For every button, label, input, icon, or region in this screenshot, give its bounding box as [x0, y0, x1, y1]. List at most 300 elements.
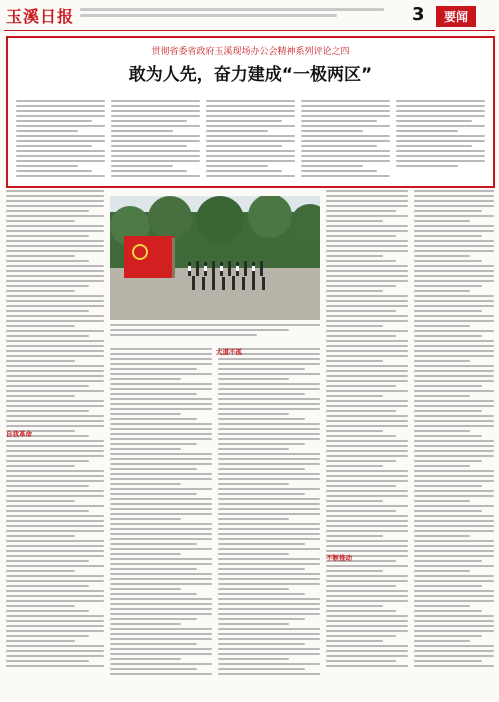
text-line [414, 380, 494, 382]
text-line [218, 398, 320, 400]
text-line [111, 165, 173, 167]
text-line [326, 395, 383, 397]
text-line [111, 125, 200, 127]
text-column [110, 348, 212, 696]
text-line [414, 425, 494, 427]
text-line [6, 635, 89, 637]
text-line [326, 575, 408, 577]
text-line [326, 570, 383, 572]
text-line [110, 483, 181, 485]
text-line [326, 345, 408, 347]
text-line [6, 365, 104, 367]
text-line [301, 155, 390, 157]
text-line [218, 443, 305, 445]
text-line [16, 105, 105, 107]
text-line [218, 453, 320, 455]
text-line [206, 170, 282, 172]
text-line [326, 660, 396, 662]
text-line [218, 463, 320, 465]
text-line [110, 393, 197, 395]
text-line [218, 438, 320, 440]
text-line [326, 325, 383, 327]
text-line [326, 420, 408, 422]
text-line [326, 565, 408, 567]
text-line [6, 595, 104, 597]
text-line [6, 240, 104, 242]
dateline [80, 5, 410, 25]
text-line [6, 380, 104, 382]
text-line [218, 533, 320, 535]
text-line [414, 495, 494, 497]
text-line [218, 483, 289, 485]
text-line [6, 575, 104, 577]
text-line [110, 508, 212, 510]
text-line [414, 375, 494, 377]
text-line [110, 623, 181, 625]
text-line [6, 400, 104, 402]
text-line [110, 413, 181, 415]
text-line [6, 535, 75, 537]
text-line [414, 475, 494, 477]
text-line [218, 428, 320, 430]
text-line [326, 625, 408, 627]
text-line [326, 550, 408, 552]
text-line [414, 505, 494, 507]
text-line [326, 595, 408, 597]
text-line [111, 105, 200, 107]
text-line [110, 608, 212, 610]
text-line [110, 658, 181, 660]
text-line [414, 365, 494, 367]
text-line [414, 405, 494, 407]
text-line [218, 553, 289, 555]
text-line [110, 478, 212, 480]
text-line [6, 490, 104, 492]
text-column [326, 190, 408, 696]
text-line [414, 275, 494, 277]
text-line [326, 645, 408, 647]
text-line [218, 613, 320, 615]
text-line [326, 650, 408, 652]
text-line [326, 580, 408, 582]
text-line [301, 160, 390, 162]
text-line [326, 435, 396, 437]
text-line [6, 495, 104, 497]
text-line [414, 605, 470, 607]
text-line [6, 340, 104, 342]
text-line [218, 618, 305, 620]
text-line [414, 565, 494, 567]
text-line [326, 665, 408, 667]
text-line [326, 335, 396, 337]
text-line [218, 403, 320, 405]
text-line [326, 350, 408, 352]
text-line [206, 130, 268, 132]
text-line [414, 395, 470, 397]
text-line [218, 458, 320, 460]
text-line [110, 398, 212, 400]
text-line [206, 165, 268, 167]
text-line [6, 285, 89, 287]
text-line [6, 570, 75, 572]
text-line [110, 513, 212, 515]
text-line [414, 510, 482, 512]
text-line [326, 640, 383, 642]
text-line [110, 423, 212, 425]
text-line [110, 383, 212, 385]
text-line [414, 435, 482, 437]
text-line [206, 140, 295, 142]
text-line [301, 135, 390, 137]
text-line [414, 555, 494, 557]
text-line [326, 300, 408, 302]
text-line [218, 358, 320, 360]
text-line [6, 230, 104, 232]
text-line [326, 220, 383, 222]
text-line [218, 478, 320, 480]
text-line [110, 448, 181, 450]
text-line [414, 385, 482, 387]
text-line [414, 630, 494, 632]
text-line [110, 358, 212, 360]
text-line [218, 503, 320, 505]
text-line [110, 438, 212, 440]
article-subhead: 自我革命 [6, 430, 32, 438]
text-line [218, 538, 320, 540]
text-line [326, 520, 408, 522]
text-line [414, 610, 482, 612]
text-line [110, 408, 212, 410]
text-line [6, 350, 104, 352]
text-line [6, 300, 104, 302]
text-line [414, 465, 470, 467]
text-line [218, 383, 320, 385]
text-line [6, 460, 89, 462]
text-line [6, 630, 104, 632]
text-line [110, 643, 197, 645]
text-line [16, 140, 105, 142]
text-line [110, 518, 181, 520]
text-line [396, 145, 472, 147]
text-line [326, 475, 408, 477]
text-line [414, 315, 494, 317]
text-line [414, 520, 494, 522]
text-line [414, 445, 494, 447]
text-line [414, 590, 494, 592]
text-line [326, 200, 408, 202]
text-line [326, 525, 408, 527]
text-line [414, 340, 494, 342]
text-line [326, 255, 383, 257]
text-line [6, 280, 104, 282]
text-line [110, 583, 212, 585]
text-line [414, 310, 482, 312]
text-line [326, 190, 408, 192]
text-line [396, 100, 485, 102]
text-line [414, 400, 494, 402]
commentary-column [301, 100, 390, 180]
text-line [414, 255, 470, 257]
text-line [218, 648, 320, 650]
text-line [326, 545, 408, 547]
text-line [16, 125, 105, 127]
text-line [16, 175, 105, 177]
text-line [396, 135, 485, 137]
text-line [6, 480, 104, 482]
text-line [218, 408, 320, 410]
newspaper-logo: 玉溪日报 [6, 7, 75, 26]
text-line [326, 355, 408, 357]
text-line [218, 658, 289, 660]
text-line [110, 588, 181, 590]
text-line [110, 433, 212, 435]
text-line [414, 535, 470, 537]
text-line [110, 668, 197, 670]
text-line [206, 110, 295, 112]
text-line [326, 430, 383, 432]
text-line [111, 140, 200, 142]
text-line [414, 615, 494, 617]
text-line [110, 653, 212, 655]
text-line [326, 590, 408, 592]
text-line [111, 120, 187, 122]
text-line [218, 588, 289, 590]
text-line [6, 650, 104, 652]
text-line [6, 660, 89, 662]
text-line [6, 415, 104, 417]
text-line [218, 638, 320, 640]
left-text-column [6, 190, 104, 696]
text-line [6, 530, 104, 532]
text-line [326, 280, 408, 282]
text-line [218, 573, 320, 575]
text-line [110, 543, 197, 545]
text-line [218, 468, 305, 470]
text-line [218, 608, 320, 610]
text-line [326, 380, 408, 382]
text-line [414, 190, 494, 192]
text-line [218, 393, 305, 395]
text-line [16, 160, 105, 162]
text-line [218, 633, 320, 635]
text-line [414, 525, 494, 527]
text-line [110, 388, 212, 390]
right-text-column [414, 190, 494, 696]
text-line [414, 485, 482, 487]
text-line [110, 538, 212, 540]
text-line [110, 428, 212, 430]
text-line [111, 100, 200, 102]
text-line [218, 593, 305, 595]
text-line [414, 515, 494, 517]
text-line [218, 578, 320, 580]
text-line [326, 340, 408, 342]
text-line [111, 155, 200, 157]
text-line [414, 355, 494, 357]
text-line [326, 230, 408, 232]
text-line [110, 558, 212, 560]
text-line [414, 450, 494, 452]
text-line [414, 200, 494, 202]
text-line [218, 378, 289, 380]
text-line [326, 470, 408, 472]
text-line [6, 330, 104, 332]
text-line [326, 275, 408, 277]
text-line [206, 150, 295, 152]
text-line [414, 500, 470, 502]
text-line [110, 533, 212, 535]
text-line [218, 448, 289, 450]
text-line [110, 553, 181, 555]
news-photo [110, 196, 320, 320]
text-line [218, 653, 320, 655]
text-line [6, 550, 104, 552]
text-line [218, 493, 305, 495]
text-line [326, 465, 383, 467]
text-line [6, 525, 104, 527]
text-line [6, 235, 89, 237]
text-line [414, 215, 494, 217]
text-line [326, 480, 408, 482]
text-line [110, 523, 212, 525]
text-line [206, 145, 282, 147]
text-line [110, 473, 212, 475]
text-line [6, 320, 104, 322]
text-line [326, 440, 408, 442]
text-line [414, 390, 494, 392]
text-line [218, 418, 305, 420]
text-line [414, 245, 494, 247]
text-line [414, 210, 482, 212]
text-line [6, 195, 104, 197]
text-column [6, 190, 104, 696]
text-line [111, 130, 173, 132]
text-line [218, 363, 320, 365]
text-line [110, 603, 212, 605]
text-line [414, 300, 494, 302]
text-line [218, 598, 320, 600]
text-line [206, 100, 295, 102]
text-line [16, 155, 105, 157]
text-line [6, 290, 75, 292]
text-line [6, 395, 75, 397]
text-line [414, 665, 494, 667]
text-line [6, 355, 104, 357]
text-line [414, 240, 494, 242]
text-line [326, 415, 408, 417]
text-line [326, 635, 396, 637]
text-line [6, 450, 104, 452]
text-line [6, 600, 104, 602]
commentary-column [206, 100, 295, 180]
text-line [111, 115, 200, 117]
text-line [110, 663, 212, 665]
text-line [110, 443, 197, 445]
text-line [6, 250, 104, 252]
text-line [6, 205, 104, 207]
text-line [414, 285, 482, 287]
text-line [396, 110, 485, 112]
text-line [301, 115, 390, 117]
text-line [414, 205, 494, 207]
text-line [326, 495, 408, 497]
text-line [111, 110, 200, 112]
text-line [6, 390, 104, 392]
text-line [414, 480, 494, 482]
text-line [6, 520, 104, 522]
section-label: 要闻 [436, 6, 476, 27]
text-line [326, 425, 408, 427]
text-line [110, 368, 197, 370]
commentary-text [16, 100, 485, 180]
text-line [110, 638, 212, 640]
commentary-column [396, 100, 485, 180]
text-line [396, 115, 485, 117]
text-line [16, 170, 92, 172]
text-line [110, 563, 212, 565]
text-line [218, 643, 305, 645]
commentary-box [6, 36, 495, 188]
text-line [6, 265, 104, 267]
text-line [218, 548, 320, 550]
text-line [110, 403, 212, 405]
text-line [218, 663, 320, 665]
text-line [301, 130, 363, 132]
text-line [326, 215, 408, 217]
text-line [326, 605, 383, 607]
text-line [414, 650, 494, 652]
text-line [414, 540, 494, 542]
text-line [110, 463, 212, 465]
text-line [16, 100, 105, 102]
text-line [6, 515, 104, 517]
text-line [414, 560, 482, 562]
text-line [110, 613, 212, 615]
text-line [218, 433, 320, 435]
text-line [396, 130, 458, 132]
text-line [218, 568, 305, 570]
text-line [414, 645, 494, 647]
commentary-column [111, 100, 200, 180]
text-line [326, 205, 408, 207]
text-line [326, 505, 408, 507]
text-line [6, 580, 104, 582]
text-line [6, 360, 75, 362]
text-line [326, 620, 408, 622]
text-line [218, 413, 289, 415]
text-line [301, 110, 390, 112]
text-line [110, 363, 212, 365]
text-line [218, 603, 320, 605]
text-line [414, 430, 470, 432]
text-line [326, 410, 396, 412]
text-line [326, 360, 383, 362]
text-line [206, 160, 295, 162]
text-line [206, 135, 295, 137]
text-line [218, 423, 320, 425]
text-line [6, 475, 104, 477]
text-line [414, 545, 494, 547]
text-line [6, 585, 89, 587]
text-line [414, 295, 494, 297]
text-line [16, 120, 92, 122]
text-line [396, 120, 472, 122]
text-line [414, 220, 470, 222]
text-line [326, 655, 408, 657]
text-line [16, 110, 105, 112]
masthead-rule [4, 30, 495, 31]
text-line [326, 600, 408, 602]
